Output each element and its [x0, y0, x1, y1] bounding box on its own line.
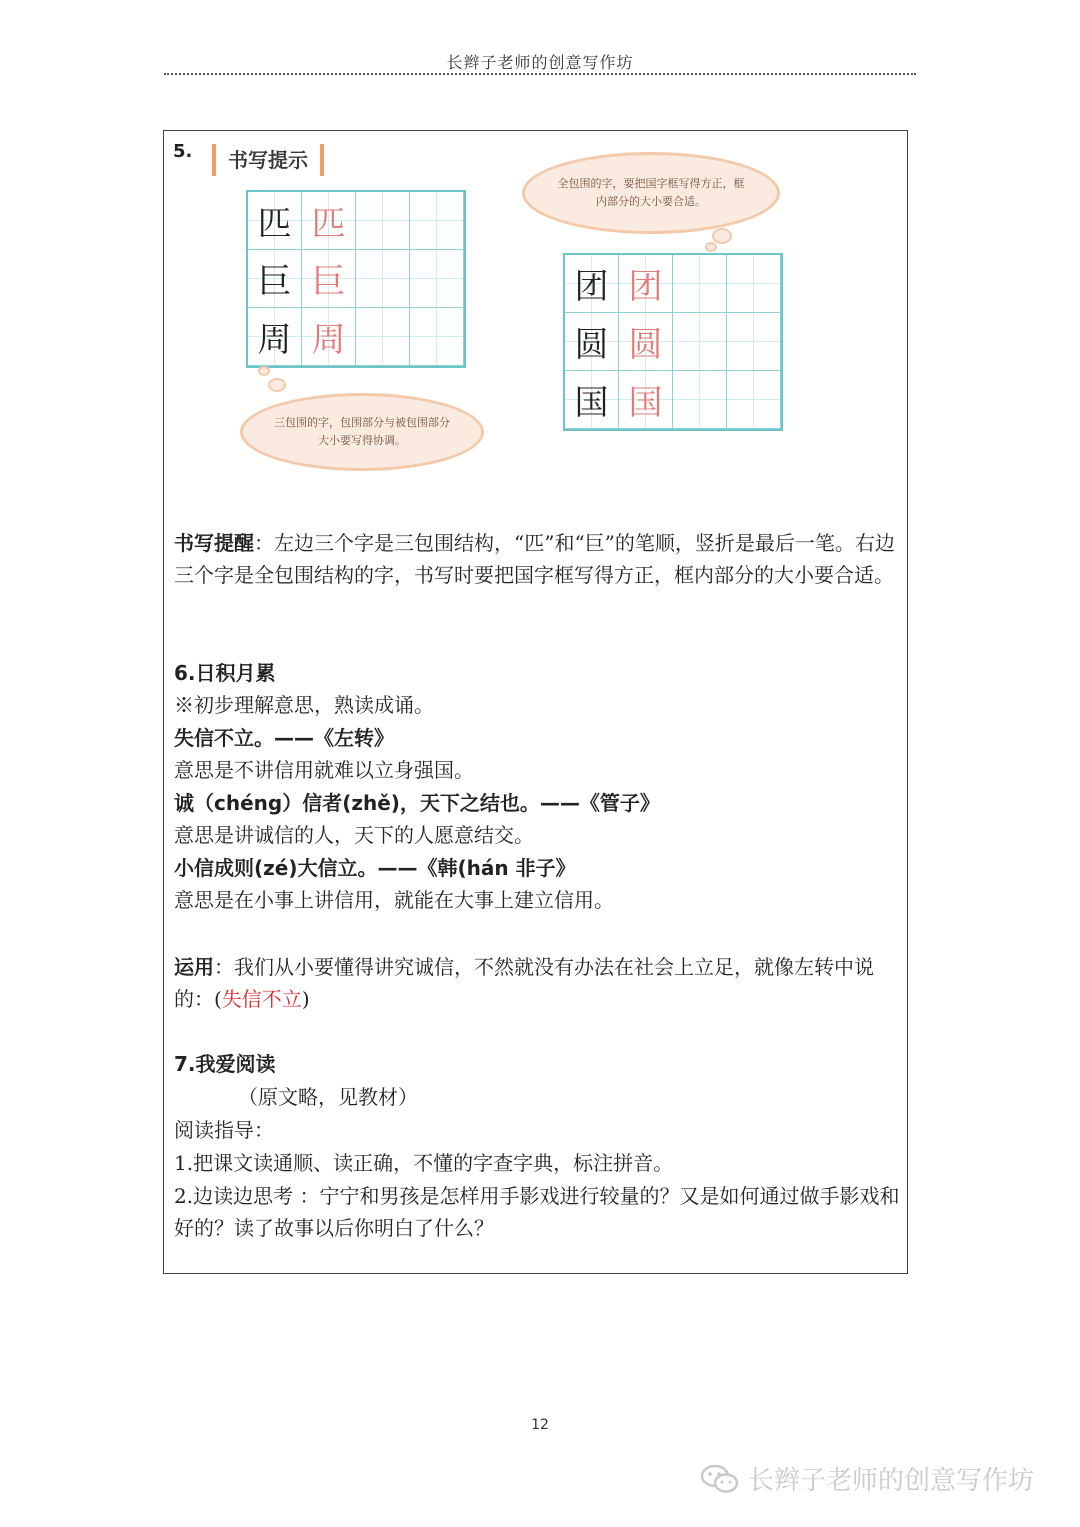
- grid-char-trace: 周: [302, 308, 356, 366]
- grid-empty-cell: [727, 255, 781, 313]
- reading-guide-item-2: 2.边读边思考 ：宁宁和男孩是怎样用手影戏进行较量的？又是如何通过做手影戏和好的？读了故事以后你明白了什么？: [174, 1184, 900, 1240]
- section-6-title: 6.日积月累: [174, 661, 276, 685]
- grid-char-trace: 国: [619, 371, 673, 429]
- grid-char: 巨: [248, 250, 302, 308]
- grid-empty-cell: [727, 313, 781, 371]
- grid-empty-cell: [410, 250, 464, 308]
- grid-empty-cell: [727, 371, 781, 429]
- watermark: [700, 1460, 1034, 1497]
- usage-label: 运用: [174, 955, 214, 979]
- writing-reminder: [174, 527, 900, 591]
- section-6-note: ※初步理解意思，熟读成诵。: [174, 693, 434, 717]
- reminder-text: ：左边三个字是三包围结构，“匹”和“巨”的笔顺，竖折是最后一笔。右边三个字是全包围结构的字，书写时要把国字框写得方正，框内部分的大小要合适。: [174, 531, 895, 587]
- grid-empty-cell: [673, 255, 727, 313]
- quote-2: 诚（chéng）信者(zhě)，天下之结也。——《管子》: [174, 791, 660, 815]
- grid-char-trace: 团: [619, 255, 673, 313]
- grid-char: 周: [248, 308, 302, 366]
- bubble-dot: [705, 242, 717, 252]
- page-number: 12: [531, 1417, 549, 1433]
- grid-char: 匹: [248, 192, 302, 250]
- grid-char: 国: [565, 371, 619, 429]
- header-divider: [164, 73, 916, 75]
- reminder-label: 书写提醒: [174, 531, 254, 555]
- speech-bubble-bottom: 三包围的字，包围部分与被包围部分大小要写得协调。: [240, 393, 484, 471]
- grid-empty-cell: [673, 371, 727, 429]
- grid-char: 团: [565, 255, 619, 313]
- bubble-dot: [268, 378, 286, 392]
- grid-empty-cell: [410, 308, 464, 366]
- bubble-dot: [258, 366, 270, 376]
- left-writing-grid: [246, 190, 466, 368]
- reading-guide-item-1: 1.把课文读通顺、读正确，不懂的字查字典，标注拼音。: [174, 1151, 674, 1175]
- quote-1: 失信不立。——《左转》: [174, 726, 394, 750]
- usage-text: ：我们从小要懂得讲究诚信，不然就没有办法在社会上立足，就像左转中说的：(: [174, 955, 874, 1011]
- grid-empty-cell: [356, 192, 410, 250]
- grid-char-trace: 巨: [302, 250, 356, 308]
- grid-empty-cell: [673, 313, 727, 371]
- bubble-dot: [712, 228, 732, 244]
- meaning-2: 意思是讲诚信的人，天下的人愿意结交。: [174, 823, 534, 847]
- grid-empty-cell: [410, 192, 464, 250]
- speech-bubble-top: 全包围的字，要把国字框写得方正，框内部分的大小要合适。: [522, 152, 780, 234]
- quote-3: 小信成则(zé)大信立。——《韩(hán 非子》: [174, 856, 576, 880]
- grid-char: 圆: [565, 313, 619, 371]
- section-7-title: 7.我爱阅读: [174, 1052, 276, 1076]
- meaning-3: 意思是在小事上讲信用，就能在大事上建立信用。: [174, 888, 614, 912]
- grid-char-trace: 匹: [302, 192, 356, 250]
- section-5-number: 5.: [173, 141, 193, 162]
- grid-empty-cell: [356, 308, 410, 366]
- reading-guide-label: 阅读指导：: [174, 1118, 274, 1142]
- right-writing-grid: [563, 253, 783, 431]
- section-7-note: （原文略，见教材）: [238, 1085, 418, 1109]
- writing-tip-badge: 书写提示: [212, 144, 324, 176]
- usage-close: ): [301, 987, 310, 1011]
- grid-char-trace: 圆: [619, 313, 673, 371]
- grid-empty-cell: [356, 250, 410, 308]
- header-title: 长辫子老师的创意写作坊: [446, 53, 634, 72]
- meaning-1: 意思是不讲信用就难以立身强国。: [174, 758, 474, 782]
- usage-answer: 失信不立: [221, 987, 302, 1011]
- watermark-text: 长辫子老师的创意写作坊: [748, 1466, 1035, 1496]
- wechat-icon: [700, 1463, 740, 1495]
- usage-paragraph: [174, 951, 900, 1015]
